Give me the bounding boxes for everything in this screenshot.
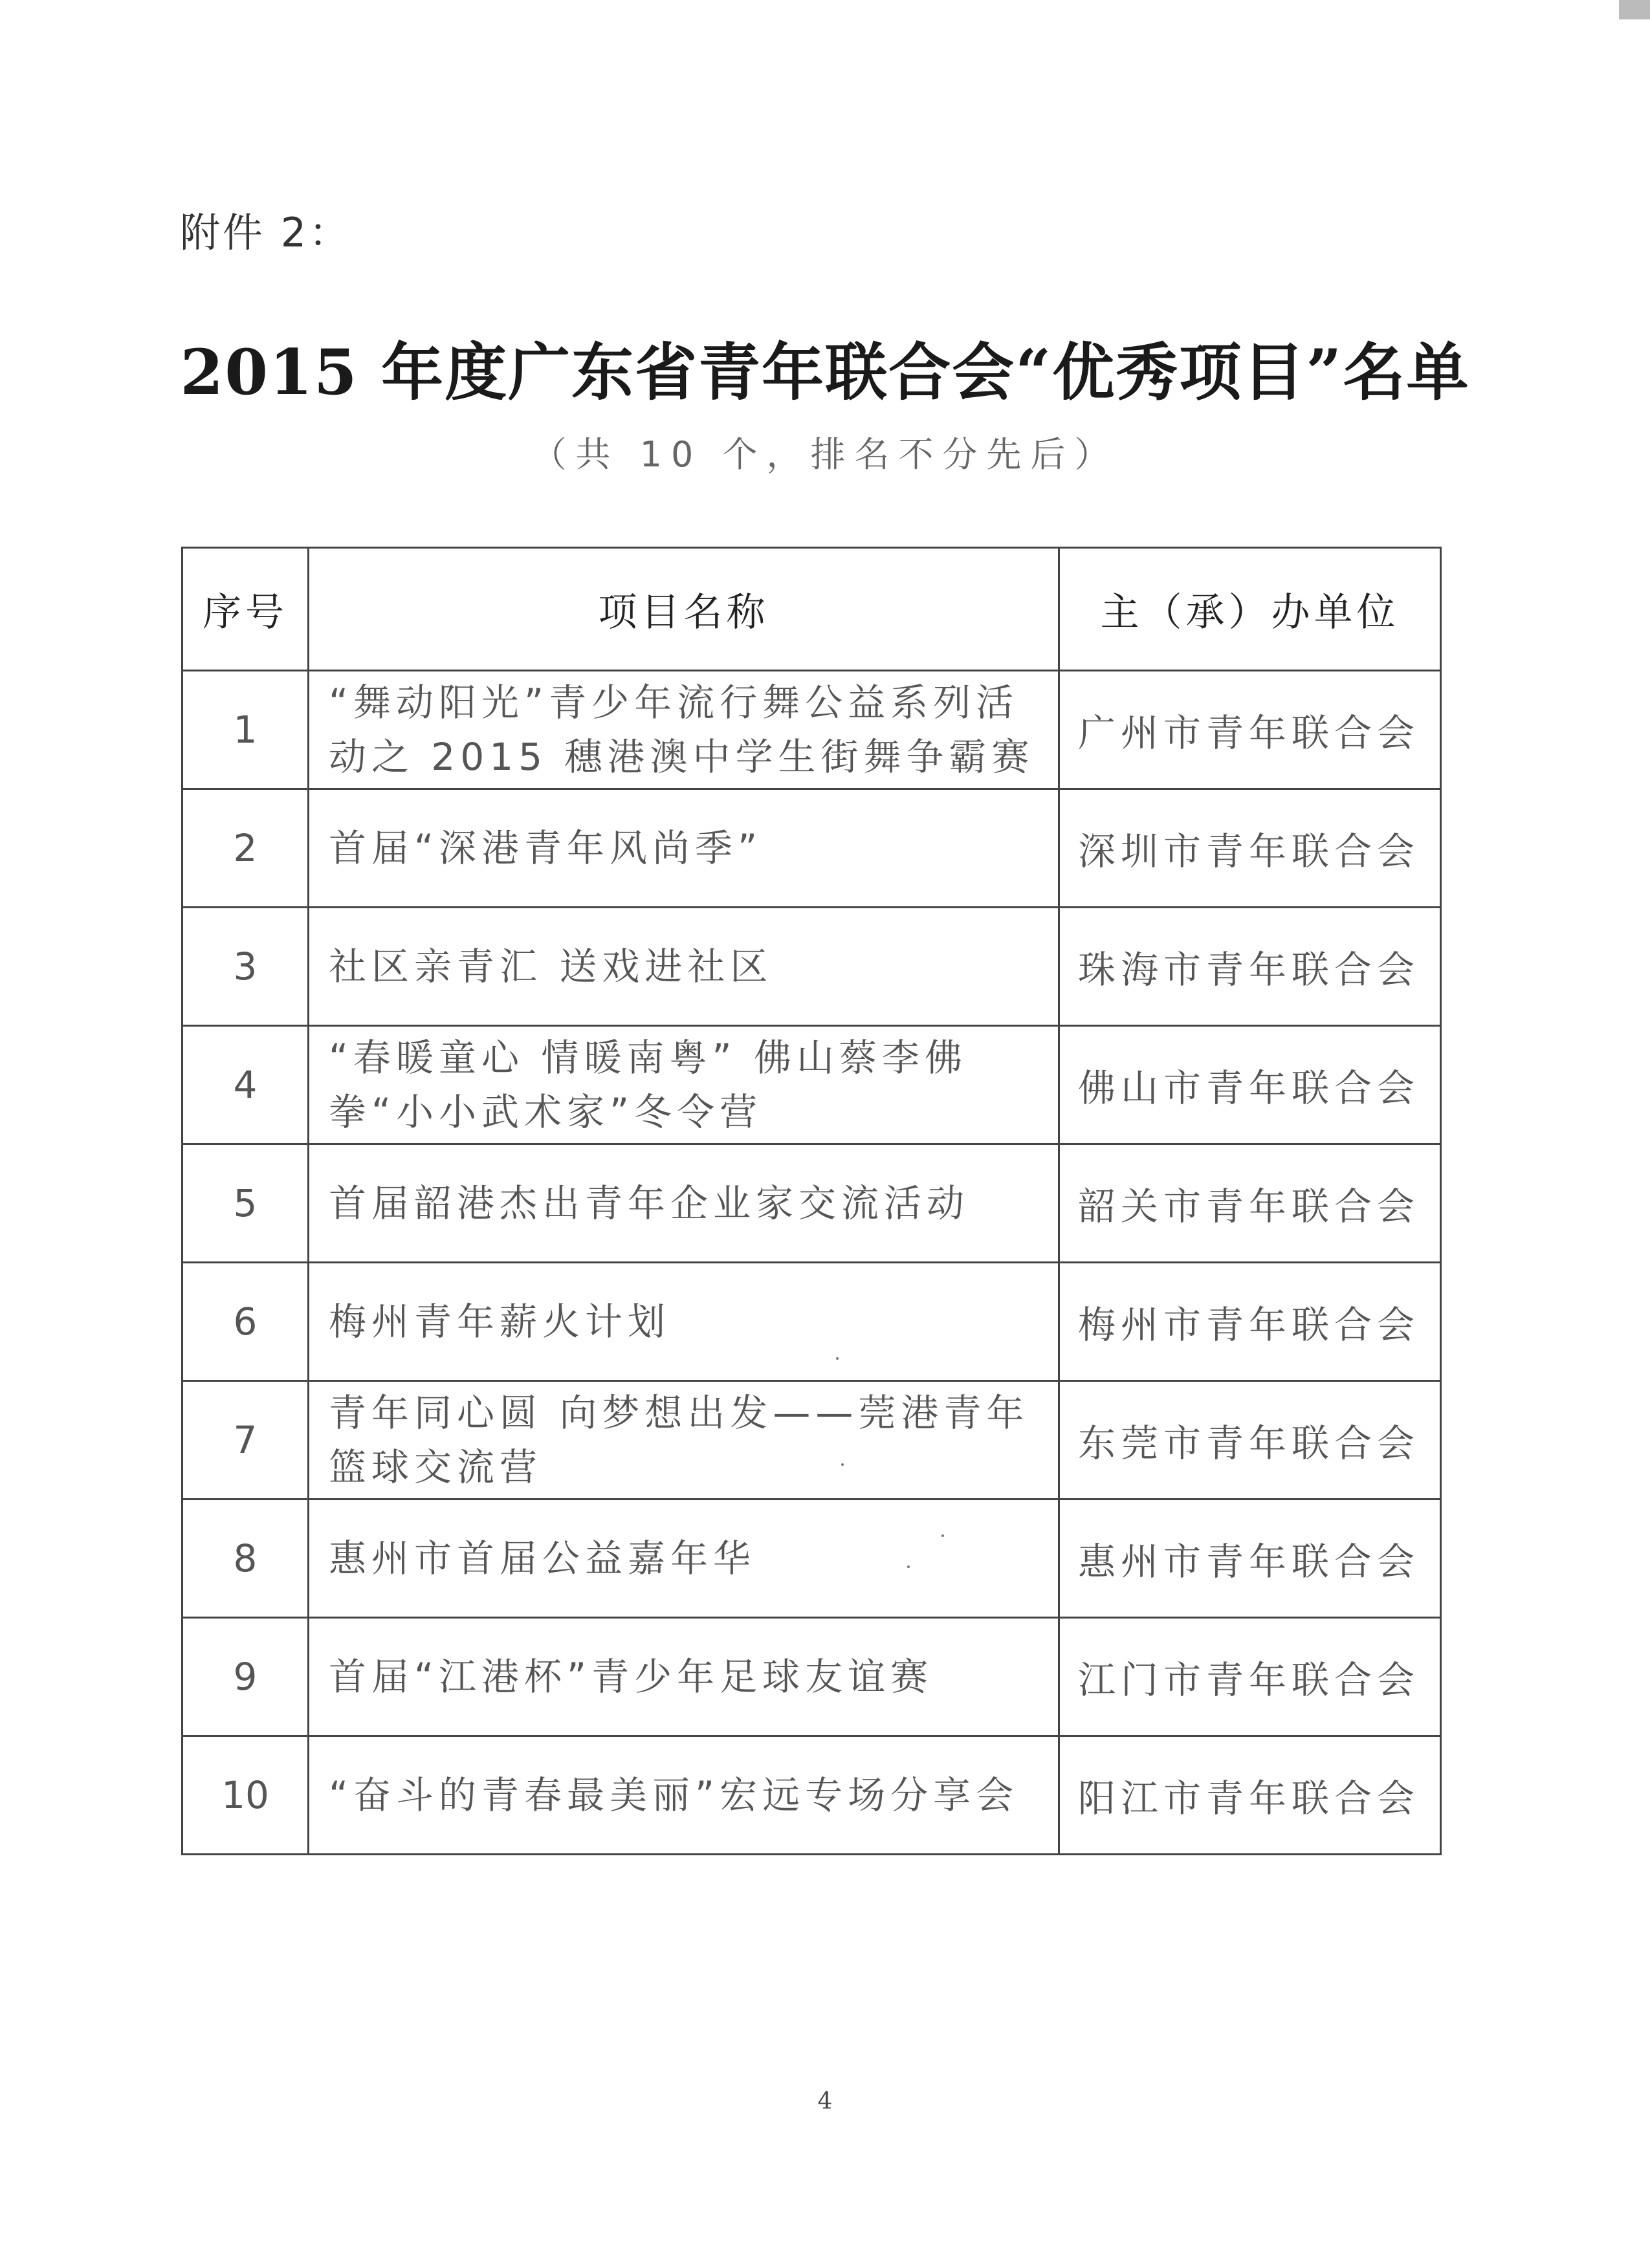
row-organizer: 佛山市青年联合会 [1059, 1026, 1441, 1144]
table-row [182, 789, 1441, 908]
table-row [182, 908, 1441, 1026]
scan-speck [836, 1357, 839, 1360]
row-organizer: 韶关市青年联合会 [1059, 1144, 1441, 1263]
row-project-name: 惠州市首届公益嘉年华 [309, 1499, 1059, 1618]
header-project-name: 项目名称 [309, 548, 1059, 671]
document-title: 2015 年度广东省青年联合会“优秀项目”名单 [180, 336, 1470, 409]
table-row [182, 1144, 1441, 1263]
table-row [182, 1618, 1441, 1736]
row-organizer: 深圳市青年联合会 [1059, 789, 1441, 908]
scan-speck [907, 1565, 910, 1568]
scan-speck [841, 1463, 844, 1466]
row-organizer: 惠州市青年联合会 [1059, 1499, 1441, 1618]
row-organizer: 珠海市青年联合会 [1059, 908, 1441, 1026]
scan-speck [941, 1534, 944, 1537]
table-row [182, 1263, 1441, 1381]
row-project-name: 社区亲青汇 送戏进社区 [309, 908, 1059, 1026]
row-project-name: 首届韶港杰出青年企业家交流活动 [309, 1144, 1059, 1263]
row-number: 2 [182, 789, 309, 908]
row-project-name: “奋斗的青春最美丽”宏远专场分享会 [309, 1736, 1059, 1855]
row-organizer: 江门市青年联合会 [1059, 1618, 1441, 1736]
row-organizer: 东莞市青年联合会 [1059, 1381, 1441, 1499]
row-project-name: 首届“深港青年风尚季” [309, 789, 1059, 908]
table-row [182, 1026, 1441, 1144]
scan-edge-shadow [1619, 0, 1650, 19]
row-project-name: “春暖童心 情暖南粤” 佛山蔡李佛拳“小小武术家”冬令营 [309, 1026, 1059, 1144]
row-organizer: 广州市青年联合会 [1059, 671, 1441, 789]
page-number: 4 [817, 2088, 833, 2115]
header-number: 序号 [182, 548, 309, 671]
row-number: 8 [182, 1499, 309, 1618]
row-number: 6 [182, 1263, 309, 1381]
header-organizer: 主（承）办单位 [1059, 548, 1441, 671]
table-row [182, 1381, 1441, 1499]
row-number: 1 [182, 671, 309, 789]
table-row [182, 671, 1441, 789]
row-project-name: “舞动阳光”青少年流行舞公益系列活动之 2015 穗港澳中学生街舞争霸赛 [309, 671, 1059, 789]
row-organizer: 阳江市青年联合会 [1059, 1736, 1441, 1855]
row-project-name: 梅州青年薪火计划 [309, 1263, 1059, 1381]
row-number: 5 [182, 1144, 309, 1263]
attachment-label: 附件 2： [180, 209, 352, 256]
table-header-row [182, 548, 1441, 671]
row-project-name: 首届“江港杯”青少年足球友谊赛 [309, 1618, 1059, 1736]
row-number: 3 [182, 908, 309, 1026]
row-number: 4 [182, 1026, 309, 1144]
row-number: 9 [182, 1618, 309, 1736]
row-project-name: 青年同心圆 向梦想出发——莞港青年篮球交流营 [309, 1381, 1059, 1499]
row-organizer: 梅州市青年联合会 [1059, 1263, 1441, 1381]
document-subtitle: （共 10 个，排名不分先后） [531, 434, 1119, 475]
row-number: 10 [182, 1736, 309, 1855]
row-number: 7 [182, 1381, 309, 1499]
project-list-table [181, 547, 1442, 1855]
table-row [182, 1736, 1441, 1855]
table-row [182, 1499, 1441, 1618]
